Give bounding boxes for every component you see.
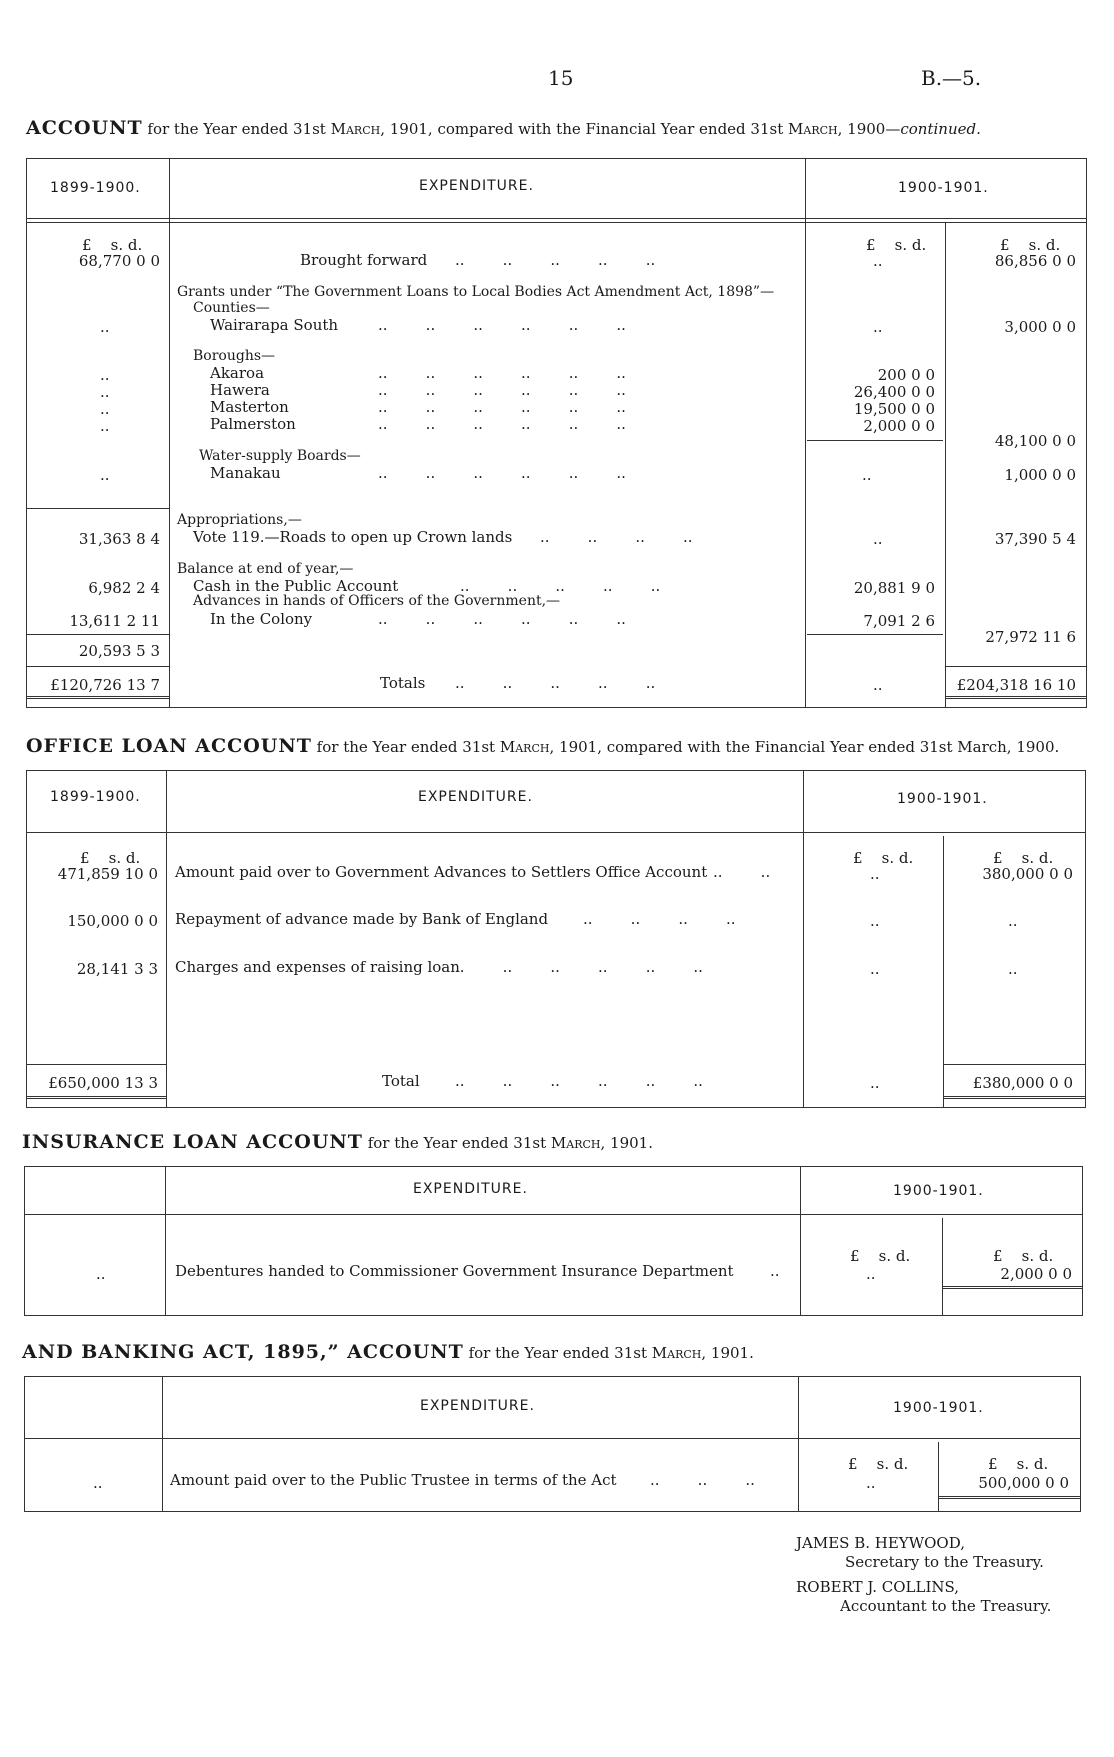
s2-row2-inner: .. <box>870 912 880 930</box>
s3-row-curr: 2,000 0 0 <box>1000 1265 1072 1283</box>
s3-row-label: Debentures handed to Commissioner Government Insurance Department <box>175 1262 734 1280</box>
leader-dots: .. .. .. .. .. .. <box>455 1072 703 1090</box>
s1-masterton-inner: 19,500 0 0 <box>853 400 935 418</box>
s2-col-prev-header: 1899-1900. <box>50 789 141 805</box>
s1-colony-prev: 13,611 2 11 <box>69 612 160 630</box>
s4-col-curr-header: 1900-1901. <box>893 1400 984 1416</box>
s2-row1-curr: 380,000 0 0 <box>982 865 1073 883</box>
leader-dots: .. .. .. .. .. <box>460 577 661 595</box>
s1-manakau-curr: 1,000 0 0 <box>1004 466 1076 484</box>
s2-prev-units: £ s. d. <box>80 849 141 867</box>
s2-curr-units: £ s. d. <box>993 849 1054 867</box>
leader-dots: .. .. .. .. .. .. <box>378 398 626 416</box>
leader-dots: .. .. .. .. .. .. <box>378 381 626 399</box>
s1-boroughs-total: 48,100 0 0 <box>994 432 1076 450</box>
s1-boroughs-label: Boroughs— <box>193 348 276 364</box>
s1-wairarapa-prev: .. <box>100 318 110 336</box>
s1-vote-curr: 37,390 5 4 <box>994 530 1076 548</box>
s2-col-expenditure-header: EXPENDITURE. <box>418 789 533 805</box>
s3-col-expenditure-header: EXPENDITURE. <box>413 1181 528 1197</box>
s3-row-prev: .. <box>96 1265 106 1283</box>
section4-table <box>24 1376 1081 1512</box>
s2-total-label: Total <box>382 1072 420 1090</box>
s2-row1-label: Amount paid over to Government Advances to Settlers Office Account <box>175 863 708 881</box>
s2-row2-label: Repayment of advance made by Bank of England <box>175 910 549 928</box>
section2-table <box>26 770 1086 1108</box>
s4-curr-units: £ s. d. <box>988 1455 1049 1473</box>
s3-col-curr-header: 1900-1901. <box>893 1183 984 1199</box>
s1-manakau-inner: .. <box>862 466 872 484</box>
leader-dots: .. .. .. .. .. .. <box>378 364 626 382</box>
s2-total-curr: £380,000 0 0 <box>972 1074 1073 1092</box>
s1-balance-curr-total: 27,972 11 6 <box>985 628 1076 646</box>
s1-curr-units: £ s. d. <box>1000 236 1061 254</box>
s1-col-curr-header: 1900-1901. <box>898 180 989 196</box>
s1-hawera-label: Hawera <box>210 381 270 399</box>
leader-dots: .. .. .. .. .. <box>455 674 656 692</box>
s1-vote-inner: .. <box>873 530 883 548</box>
leader-dots: .. .. .. .. .. .. <box>378 316 626 334</box>
leader-dots: .. .. .. <box>650 1471 755 1489</box>
s1-manakau-label: Manakau <box>210 464 281 482</box>
s1-balance-prev-total: 20,593 5 3 <box>78 642 160 660</box>
s2-col-curr-header: 1900-1901. <box>897 791 988 807</box>
page-reference: B.—5. <box>921 66 982 90</box>
s1-prev-units: £ s. d. <box>82 236 143 254</box>
s1-wairarapa-inner: .. <box>873 318 883 336</box>
leader-dots: .. <box>770 1262 780 1280</box>
s3-row-inner: .. <box>866 1265 876 1283</box>
s1-brought-forward-curr: 86,856 0 0 <box>994 252 1076 270</box>
signature-name-2: ROBERT J. COLLINS, <box>796 1578 960 1596</box>
section1-heading: ACCOUNT for the Year ended 31st March, 1901, compared with the Financial Year ended 31st March, 1900—continued. <box>26 117 981 139</box>
s1-akaroa-inner: 200 0 0 <box>877 366 935 384</box>
s1-cash-inner: 20,881 9 0 <box>853 579 935 597</box>
s1-advances-label: Advances in hands of Officers of the Government,— <box>193 593 561 609</box>
s1-col-prev-header: 1899-1900. <box>50 180 141 196</box>
s4-inner-units: £ s. d. <box>848 1455 909 1473</box>
s1-balance-label: Balance at end of year,— <box>177 561 354 577</box>
s1-colony-label: In the Colony <box>210 610 313 628</box>
signature-name-1: JAMES B. HEYWOOD, <box>796 1534 965 1552</box>
s1-palmerston-inner: 2,000 0 0 <box>863 417 935 435</box>
s2-row2-curr: .. <box>1008 912 1018 930</box>
s3-curr-units: £ s. d. <box>993 1247 1054 1265</box>
s1-brought-forward-label: Brought forward <box>300 251 428 269</box>
s3-inner-units: £ s. d. <box>850 1247 911 1265</box>
s2-row3-prev: 28,141 3 3 <box>76 960 158 978</box>
leader-dots: .. .. .. .. .. <box>455 251 656 269</box>
s1-manakau-prev: .. <box>100 466 110 484</box>
s1-totals-curr: £204,318 16 10 <box>956 676 1076 694</box>
s1-hawera-inner: 26,400 0 0 <box>853 383 935 401</box>
s4-row-prev: .. <box>93 1474 103 1492</box>
s4-row-label: Amount paid over to the Public Trustee in terms of the Act <box>170 1471 617 1489</box>
s1-masterton-prev: .. <box>100 400 110 418</box>
s2-inner-units: £ s. d. <box>853 849 914 867</box>
s1-totals-inner: .. <box>873 676 883 694</box>
s4-row-curr: 500,000 0 0 <box>978 1474 1069 1492</box>
leader-dots: .. .. .. .. <box>583 910 736 928</box>
leader-dots: .. .. .. .. .. .. <box>455 958 703 976</box>
s1-totals-label: Totals <box>380 674 426 692</box>
s1-counties-label: Counties— <box>193 300 270 316</box>
s1-appropriations-label: Appropriations,— <box>177 512 302 528</box>
s1-vote-prev: 31,363 8 4 <box>78 530 160 548</box>
s1-water-label: Water-supply Boards— <box>199 448 361 464</box>
leader-dots: .. .. .. .. .. .. <box>378 610 626 628</box>
s1-cash-prev: 6,982 2 4 <box>88 579 160 597</box>
s2-row1-inner: .. <box>870 865 880 883</box>
s2-row3-label: Charges and expenses of raising loan <box>175 958 460 976</box>
signature-title-1: Secretary to the Treasury. <box>845 1553 1044 1571</box>
leader-dots: .. .. .. .. .. .. <box>378 415 626 433</box>
s1-inner-units: £ s. d. <box>866 236 927 254</box>
s1-akaroa-prev: .. <box>100 366 110 384</box>
s2-row1-prev: 471,859 10 0 <box>57 865 158 883</box>
s2-total-inner: .. <box>870 1074 880 1092</box>
section4-heading: AND BANKING ACT, 1895,” ACCOUNT for the Year ended 31st March, 1901. <box>22 1341 754 1363</box>
s2-total-prev: £650,000 13 3 <box>48 1074 158 1092</box>
s2-row2-prev: 150,000 0 0 <box>67 912 158 930</box>
leader-dots: .. .. .. .. .. .. <box>378 464 626 482</box>
s1-vote-label: Vote 119.—Roads to open up Crown lands <box>193 528 513 546</box>
s1-col-expenditure-header: EXPENDITURE. <box>419 178 534 194</box>
s1-brought-forward-prev: 68,770 0 0 <box>78 252 160 270</box>
s4-row-inner: .. <box>866 1474 876 1492</box>
s1-grants-title: Grants under “The Government Loans to Local Bodies Act Amendment Act, 1898”— <box>177 284 775 300</box>
s1-palmerston-prev: .. <box>100 417 110 435</box>
section2-heading: OFFICE LOAN ACCOUNT for the Year ended 31st March, 1901, compared with the Financial Year ended 31st March, 1900. <box>26 735 1060 757</box>
s1-cash-label: Cash in the Public Account <box>193 577 399 595</box>
s2-row3-curr: .. <box>1008 960 1018 978</box>
s1-wairarapa-label: Wairarapa South <box>210 316 339 334</box>
leader-dots: .. .. <box>713 863 771 881</box>
leader-dots: .. .. .. .. <box>540 528 693 546</box>
s1-brought-forward-inner: .. <box>873 252 883 270</box>
s1-hawera-prev: .. <box>100 383 110 401</box>
s1-colony-inner: 7,091 2 6 <box>863 612 935 630</box>
section3-heading: INSURANCE LOAN ACCOUNT for the Year ended 31st March, 1901. <box>22 1131 653 1153</box>
page-number: 15 <box>548 66 574 90</box>
s1-totals-prev: £120,726 13 7 <box>50 676 160 694</box>
signature-title-2: Accountant to the Treasury. <box>840 1597 1052 1615</box>
s1-wairarapa-curr: 3,000 0 0 <box>1004 318 1076 336</box>
s4-col-expenditure-header: EXPENDITURE. <box>420 1398 535 1414</box>
s2-row3-inner: .. <box>870 960 880 978</box>
s1-masterton-label: Masterton <box>210 398 289 416</box>
s1-akaroa-label: Akaroa <box>210 364 265 382</box>
s1-palmerston-label: Palmerston <box>210 415 296 433</box>
